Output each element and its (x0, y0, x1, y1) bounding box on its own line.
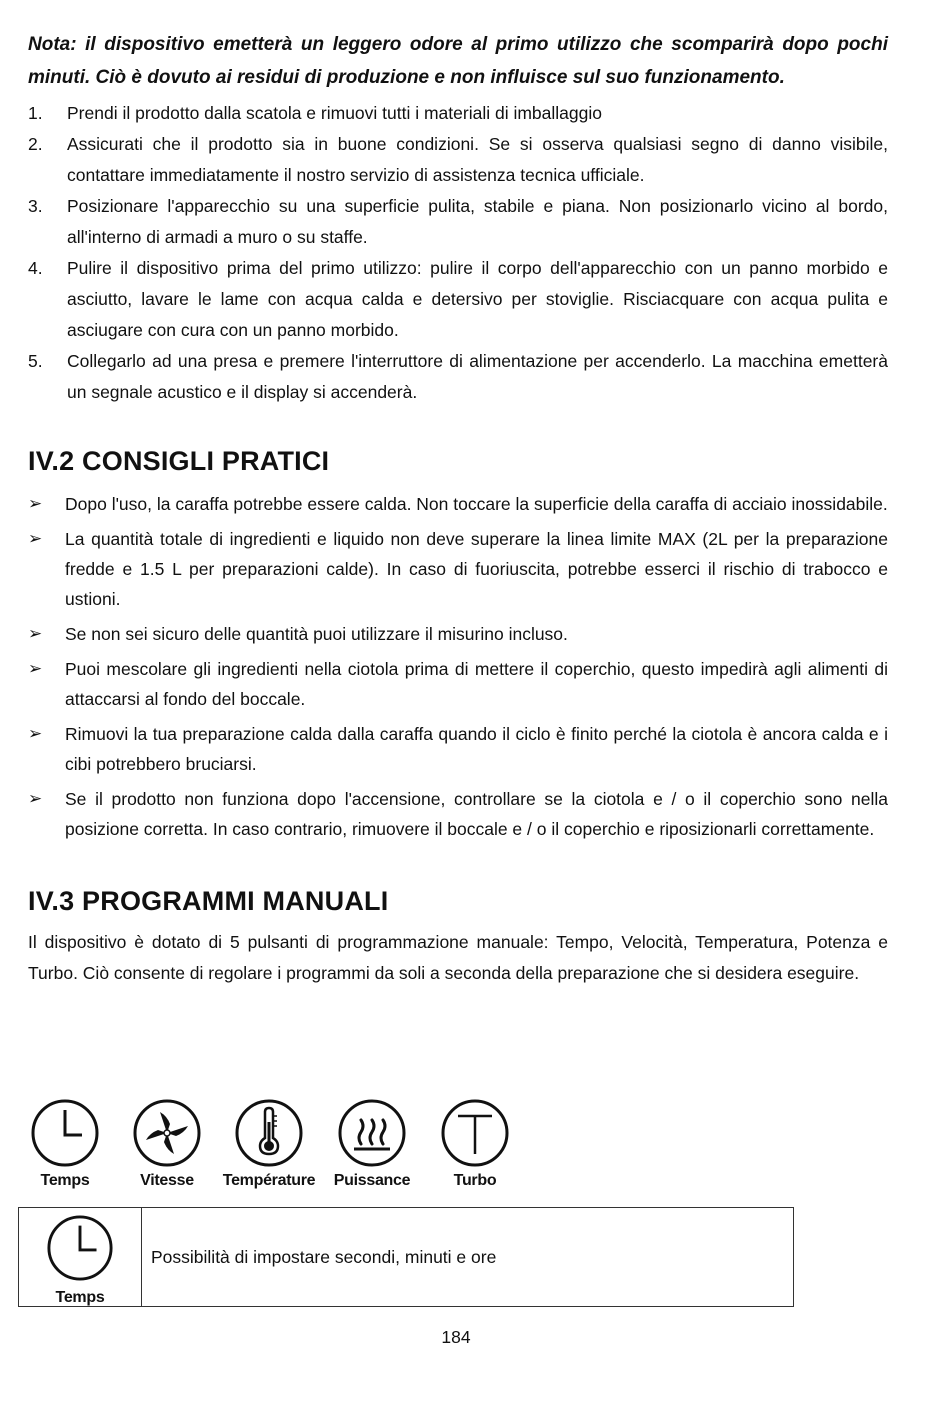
tip-text: Se non sei sicuro delle quantità puoi utilizzare il misurino incluso. (65, 624, 568, 644)
program-table (18, 1207, 794, 1307)
icon-label: Puissance (333, 1172, 411, 1189)
section-heading-consigli: IV.2 CONSIGLI PRATICI (28, 446, 330, 476)
list-item (28, 346, 888, 408)
icon-label: Vitesse (140, 1172, 194, 1189)
list-item (28, 253, 888, 346)
tips-list (28, 489, 888, 844)
step-text: Assicurati che il prodotto sia in buone condizioni. Se si osserva qualsiasi segno di danno visibile, contattare immediatamente il nostro servizio di assistenza tecnica ufficiale. (67, 134, 888, 185)
icon-item-turbo (425, 1098, 525, 1190)
icon-item-temperature (219, 1098, 319, 1190)
programmi-intro: Il dispositivo è dotato di 5 pulsanti di programmazione manuale: Tempo, Velocità, Temperatura, Potenza e Turbo. Ciò consente di regolare i programmi da soli a seconda della preparazione che si desidera eseguire. (28, 932, 888, 983)
arrow-bullet-icon: ➢ (28, 789, 43, 808)
fan-blade-icon (132, 1098, 202, 1168)
page-number: 184 (441, 1327, 471, 1347)
arrow-bullet-icon: ➢ (28, 724, 43, 743)
list-item (28, 654, 888, 714)
step-number: 2. (28, 134, 43, 154)
section-heading-programmi: IV.3 PROGRAMMI MANUALI (28, 886, 389, 916)
step-number: 5. (28, 351, 43, 371)
clock-icon (46, 1214, 114, 1282)
arrow-bullet-icon: ➢ (28, 529, 43, 548)
arrow-bullet-icon: ➢ (28, 659, 43, 678)
clock-icon (30, 1098, 100, 1168)
tip-text: Se il prodotto non funziona dopo l'accensione, controllare se la ciotola e / o il coperchio sono nella posizione corretta. In caso contrario, rimuovere il boccale e / o il coperchio e riposizionarli correttamente. (65, 789, 888, 839)
program-table-description: Possibilità di impostare secondi, minuti e ore (151, 1246, 497, 1267)
turbo-t-icon (440, 1098, 510, 1168)
program-icons-row (28, 1098, 548, 1198)
step-number: 1. (28, 103, 43, 123)
step-number: 3. (28, 196, 43, 216)
list-item (28, 191, 888, 253)
icon-label: Temps (40, 1172, 90, 1189)
step-number: 4. (28, 258, 43, 278)
arrow-bullet-icon: ➢ (28, 494, 43, 513)
step-text: Pulire il dispositivo prima del primo utilizzo: pulire il corpo dell'apparecchio con un panno morbido e asciutto, lavare le lame con acqua calda e detersivo per stoviglie. Risciacquare con acqua pulita e asciugare con cura con un panno morbido. (67, 258, 888, 340)
list-item (28, 719, 888, 779)
icon-item-temps (15, 1098, 115, 1190)
arrow-bullet-icon: ➢ (28, 624, 43, 643)
note-paragraph: Nota: il dispositivo emetterà un leggero odore al primo utilizzo che scomparirà dopo pochi minuti. Ciò è dovuto ai residui di produzione e non influisce sul suo funzionamento. (28, 34, 888, 88)
list-item (28, 489, 888, 519)
step-text: Posizionare l'apparecchio su una superficie pulita, stabile e piana. Non posizionarlo vicino al bordo, all'interno di armadi a muro o su staffe. (67, 196, 888, 247)
program-table-icon-cell (19, 1208, 142, 1306)
icon-item-vitesse (117, 1098, 217, 1190)
tip-text: Dopo l'uso, la caraffa potrebbe essere calda. Non toccare la superficie della caraffa di acciaio inossidabile. (65, 494, 888, 514)
step-text: Collegarlo ad una presa e premere l'interruttore di alimentazione per accenderlo. La macchina emetterà un segnale acustico e il display si accenderà. (67, 351, 888, 402)
icon-label: Température (222, 1172, 316, 1189)
list-item (28, 524, 888, 614)
document-page (28, 28, 888, 989)
icon-label: Turbo (453, 1172, 497, 1189)
step-text: Prendi il prodotto dalla scatola e rimuovi tutti i materiali di imballaggio (67, 103, 602, 123)
icon-label: Temps (55, 1289, 105, 1306)
tip-text: Rimuovi la tua preparazione calda dalla caraffa quando il ciclo è finito perché la ciotola è ancora calda e i cibi potrebbero bruciarsi. (65, 724, 888, 774)
list-item (28, 619, 888, 649)
list-item (28, 129, 888, 191)
list-item (28, 98, 888, 129)
icon-item-puissance (322, 1098, 422, 1190)
list-item (28, 784, 888, 844)
setup-steps-list (28, 98, 888, 408)
tip-text: La quantità totale di ingredienti e liquido non deve superare la linea limite MAX (2L per la preparazione fredde e 1.5 L per preparazioni calde). In caso di fuoriuscita, potrebbe esserci il rischio di trabocco e ustioni. (65, 529, 888, 609)
tip-text: Puoi mescolare gli ingredienti nella ciotola prima di mettere il coperchio, questo impedirà agli alimenti di attaccarsi al fondo del boccale. (65, 659, 888, 709)
heat-waves-icon (337, 1098, 407, 1168)
thermometer-icon (234, 1098, 304, 1168)
